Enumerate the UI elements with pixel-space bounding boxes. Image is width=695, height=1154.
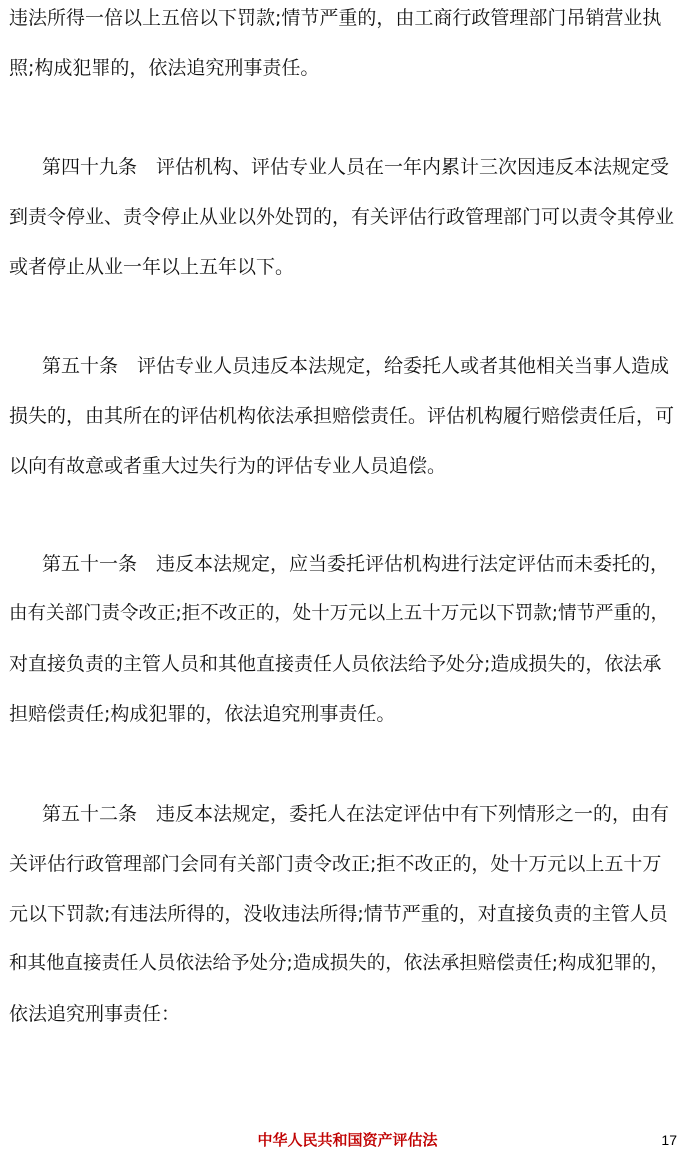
text-line: 对直接负责的主管人员和其他直接责任人员依法给予处分;造成损失的，依法承 bbox=[9, 653, 662, 675]
text-line: 元以下罚款;有违法所得的，没收违法所得;情节严重的，对直接负责的主管人员 bbox=[9, 903, 668, 925]
text-line: 担赔偿责任;构成犯罪的，依法追究刑事责任。 bbox=[9, 703, 396, 725]
page-number: 17 bbox=[661, 1132, 677, 1148]
text-line: 由有关部门责令改正;拒不改正的，处十万元以上五十万元以下罚款;情节严重的， bbox=[9, 603, 669, 624]
text-line: 或者停止从业一年以上五年以下。 bbox=[9, 256, 295, 278]
text-line: 到责令停业、责令停止从业以外处罚的，有关评估行政管理部门可以责令其停业 bbox=[9, 206, 675, 228]
text-line: 关评估行政管理部门会同有关部门责令改正;拒不改正的，处十万元以上五十万 bbox=[9, 853, 662, 875]
footer-title: 中华人民共和国资产评估法 bbox=[257, 1131, 438, 1149]
text-line: 和其他直接责任人员依法给予处分;造成损失的，依法承担赔偿责任;构成犯罪的， bbox=[9, 953, 669, 974]
text-line: 违法所得一倍以上五倍以下罚款;情节严重的，由工商行政管理部门吊销营业执 bbox=[9, 7, 662, 29]
article-51-heading-line: 第五十一条 违反本法规定，应当委托评估机构进行法定评估而未委托的， bbox=[42, 553, 670, 575]
text-line: 依法追究刑事责任： bbox=[9, 1003, 181, 1025]
text-line: 照;构成犯罪的，依法追究刑事责任。 bbox=[9, 57, 320, 79]
article-50-heading-line: 第五十条 评估专业人员违反本法规定，给委托人或者其他相关当事人造成 bbox=[42, 355, 670, 377]
text-line: 以向有故意或者重大过失行为的评估专业人员追偿。 bbox=[9, 455, 447, 477]
article-52-heading-line: 第五十二条 违反本法规定，委托人在法定评估中有下列情形之一的，由有 bbox=[42, 803, 670, 825]
text-line: 损失的，由其所在的评估机构依法承担赔偿责任。评估机构履行赔偿责任后，可 bbox=[9, 405, 675, 427]
article-49-heading-line: 第四十九条 评估机构、评估专业人员在一年内累计三次因违反本法规定受 bbox=[42, 156, 670, 178]
